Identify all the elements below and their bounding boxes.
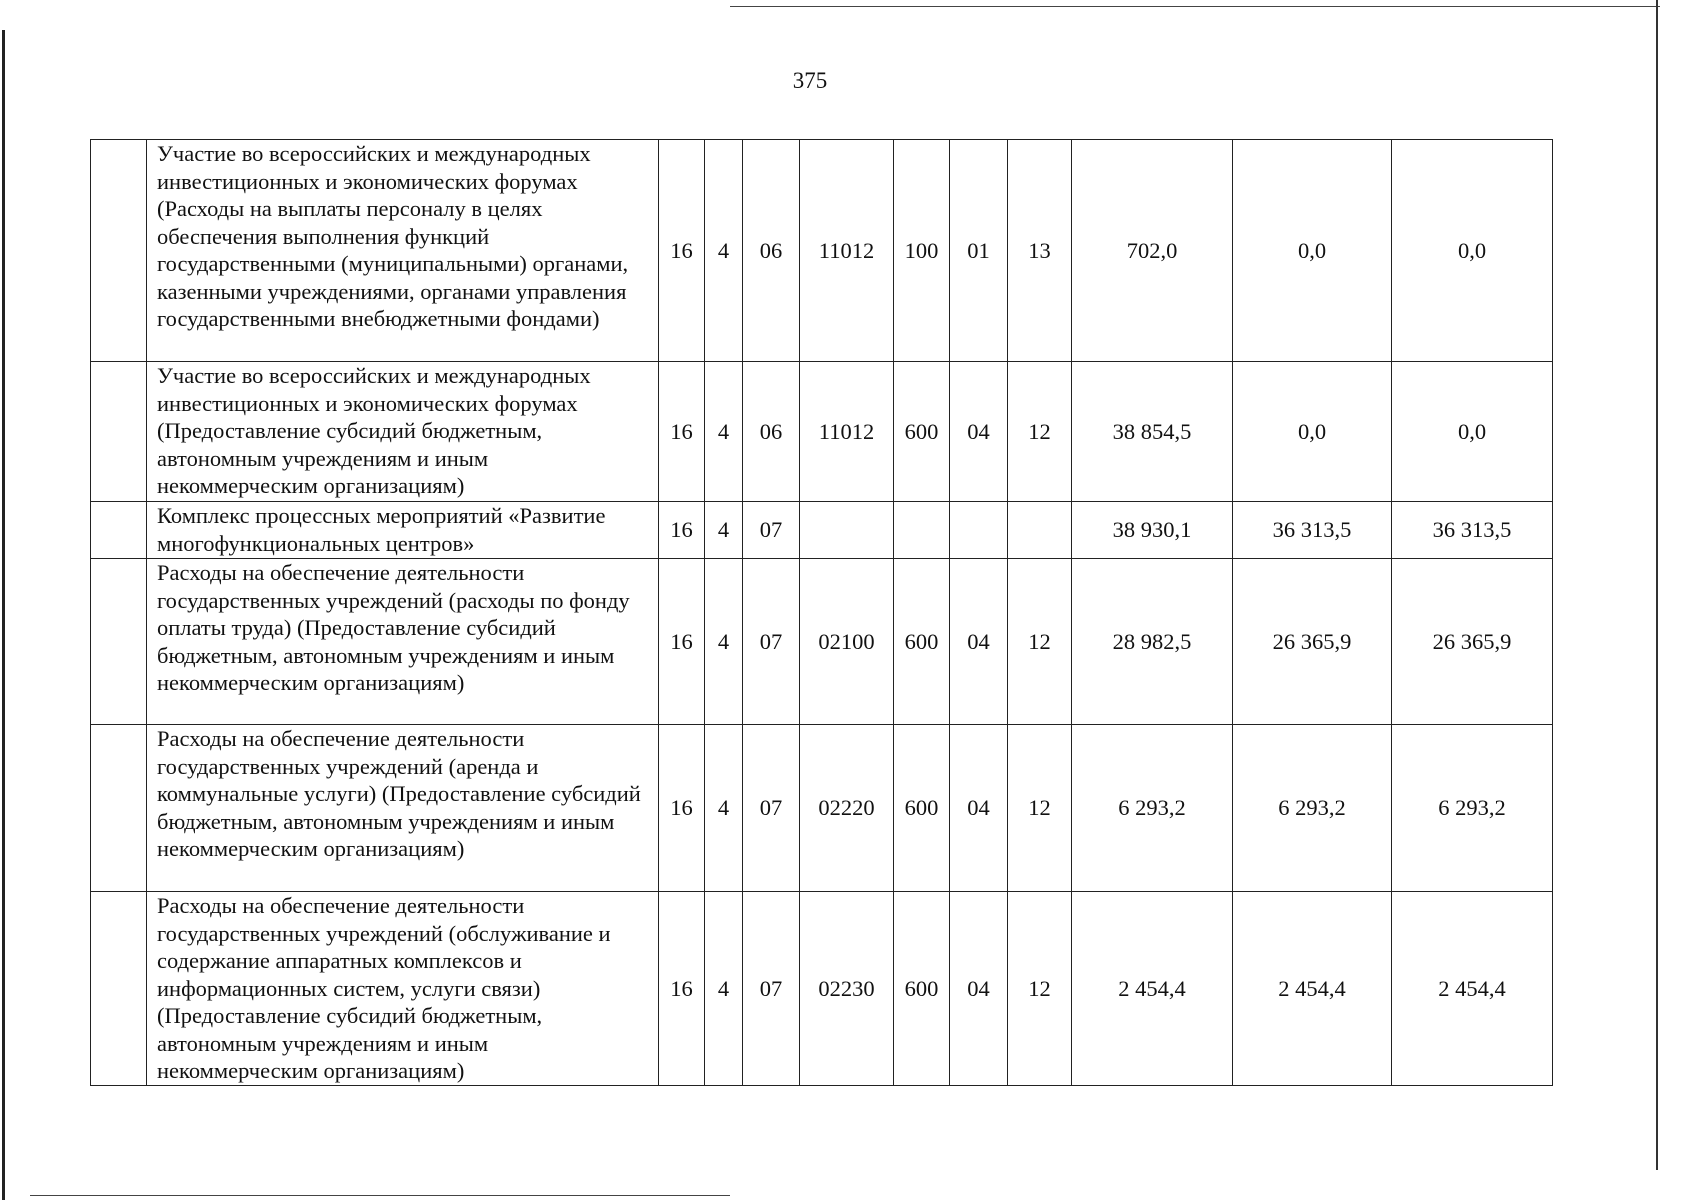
code-cell: 12	[1008, 892, 1072, 1086]
table-row	[91, 559, 1553, 725]
amount-cell: 0,0	[1233, 362, 1392, 502]
amount-cell: 6 293,2	[1233, 725, 1392, 892]
code-cell: 13	[1008, 140, 1072, 362]
code-cell: 04	[950, 725, 1008, 892]
code-cell: 12	[1008, 725, 1072, 892]
code-cell: 16	[659, 140, 705, 362]
amount-cell: 26 365,9	[1233, 559, 1392, 725]
amount-cell: 2 454,4	[1072, 892, 1233, 1086]
blank-cell	[91, 362, 147, 502]
code-cell: 07	[743, 892, 800, 1086]
amount-cell: 702,0	[1072, 140, 1233, 362]
code-cell: 600	[894, 362, 950, 502]
amount-cell: 6 293,2	[1072, 725, 1233, 892]
code-cell: 600	[894, 725, 950, 892]
amount-cell: 0,0	[1392, 140, 1553, 362]
code-cell: 600	[894, 559, 950, 725]
code-cell: 16	[659, 502, 705, 559]
code-cell	[800, 502, 894, 559]
code-cell: 4	[705, 725, 743, 892]
code-cell: 04	[950, 559, 1008, 725]
amount-cell: 0,0	[1233, 140, 1392, 362]
scan-edge-right	[1656, 0, 1658, 1170]
code-cell: 16	[659, 362, 705, 502]
amount-cell: 36 313,5	[1233, 502, 1392, 559]
code-cell: 11012	[800, 140, 894, 362]
blank-cell	[91, 559, 147, 725]
code-cell: 4	[705, 362, 743, 502]
code-cell: 06	[743, 140, 800, 362]
code-cell: 12	[1008, 559, 1072, 725]
code-cell: 04	[950, 892, 1008, 1086]
row-description: Расходы на обеспечение деятельности государственных учреждений (обслуживание и содержание аппаратных комплексов и информационных систем, услуги связи) (Предоставление субсидий бюджетным, автономным учреждениям и иным некоммерческим организациям)	[147, 892, 659, 1086]
code-cell	[950, 502, 1008, 559]
table-row	[91, 892, 1553, 1086]
amount-cell: 38 854,5	[1072, 362, 1233, 502]
code-cell: 02100	[800, 559, 894, 725]
code-cell: 600	[894, 892, 950, 1086]
row-description: Расходы на обеспечение деятельности государственных учреждений (аренда и коммунальные услуги) (Предоставление субсидий бюджетным, автономным учреждениям и иным некоммерческим организациям)	[147, 725, 659, 892]
code-cell: 01	[950, 140, 1008, 362]
code-cell: 02230	[800, 892, 894, 1086]
table-row	[91, 725, 1553, 892]
table-row	[91, 502, 1553, 559]
scan-edge-left	[2, 30, 5, 1200]
code-cell: 07	[743, 502, 800, 559]
blank-cell	[91, 502, 147, 559]
code-cell: 12	[1008, 362, 1072, 502]
amount-cell: 38 930,1	[1072, 502, 1233, 559]
code-cell	[894, 502, 950, 559]
amount-cell: 0,0	[1392, 362, 1553, 502]
code-cell: 4	[705, 559, 743, 725]
code-cell: 4	[705, 502, 743, 559]
row-description: Комплекс процессных мероприятий «Развитие многофункциональных центров»	[147, 502, 659, 559]
code-cell: 4	[705, 892, 743, 1086]
scan-edge-top	[730, 6, 1660, 7]
blank-cell	[91, 725, 147, 892]
amount-cell: 6 293,2	[1392, 725, 1553, 892]
row-description: Расходы на обеспечение деятельности государственных учреждений (расходы по фонду оплаты труда) (Предоставление субсидий бюджетным, автономным учреждениям и иным некоммерческим организациям)	[147, 559, 659, 725]
code-cell: 06	[743, 362, 800, 502]
code-cell: 100	[894, 140, 950, 362]
budget-table	[90, 139, 1553, 1086]
amount-cell: 2 454,4	[1392, 892, 1553, 1086]
amount-cell: 26 365,9	[1392, 559, 1553, 725]
page-number: 375	[792, 68, 828, 93]
code-cell: 07	[743, 559, 800, 725]
amount-cell: 28 982,5	[1072, 559, 1233, 725]
code-cell: 16	[659, 725, 705, 892]
amount-cell: 2 454,4	[1233, 892, 1392, 1086]
row-description: Участие во всероссийских и международных инвестиционных и экономических форумах (Расходы на выплаты персоналу в целях обеспечения выполнения функций государственными (муниципальными) органами, казенными учреждениями, органами управления государственными внебюджетными фондами)	[147, 140, 659, 362]
amount-cell: 36 313,5	[1392, 502, 1553, 559]
code-cell: 02220	[800, 725, 894, 892]
table-row	[91, 140, 1553, 362]
blank-cell	[91, 892, 147, 1086]
table-row	[91, 362, 1553, 502]
code-cell: 07	[743, 725, 800, 892]
code-cell: 11012	[800, 362, 894, 502]
blank-cell	[91, 140, 147, 362]
code-cell: 16	[659, 559, 705, 725]
code-cell: 4	[705, 140, 743, 362]
scan-edge-bottom	[30, 1195, 730, 1196]
code-cell: 16	[659, 892, 705, 1086]
code-cell	[1008, 502, 1072, 559]
code-cell: 04	[950, 362, 1008, 502]
row-description: Участие во всероссийских и международных инвестиционных и экономических форумах (Предоставление субсидий бюджетным, автономным учреждениям и иным некоммерческим организациям)	[147, 362, 659, 502]
